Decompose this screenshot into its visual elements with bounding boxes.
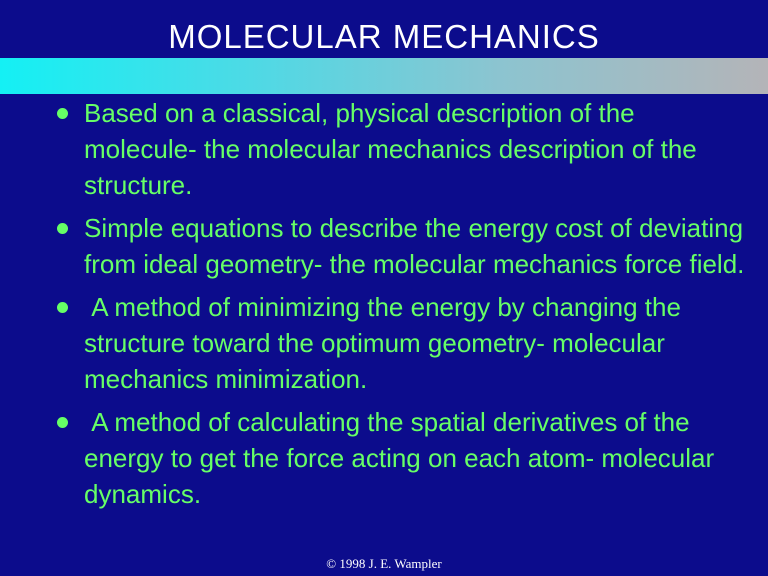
- bullet-item: [0, 404, 768, 512]
- copyright-footer: © 1998 J. E. Wampler: [326, 556, 442, 571]
- slide-title: MOLECULAR MECHANICS: [168, 18, 600, 55]
- bullet-text: Based on a classical, physical description of the molecule- the molecular mechanics description of the structure.: [84, 98, 697, 200]
- bullet-dot-icon: [57, 108, 68, 119]
- bullet-text: A method of minimizing the energy by changing the structure toward the optimum geometry- molecular mechanics minimization.: [84, 292, 689, 394]
- title-accent-bar: [0, 58, 768, 94]
- bullet-list: [0, 95, 768, 519]
- bullet-item: [0, 95, 768, 203]
- bullet-item: [0, 289, 768, 397]
- bullet-dot-icon: [57, 302, 68, 313]
- bullet-item: [0, 210, 768, 282]
- bullet-text: Simple equations to describe the energy cost of deviating from ideal geometry- the molecular mechanics force field.: [84, 213, 745, 279]
- bullet-text: A method of calculating the spatial derivatives of the energy to get the force acting on each atom- molecular dynamics.: [84, 407, 722, 509]
- bullet-dot-icon: [57, 417, 68, 428]
- bullet-dot-icon: [57, 223, 68, 234]
